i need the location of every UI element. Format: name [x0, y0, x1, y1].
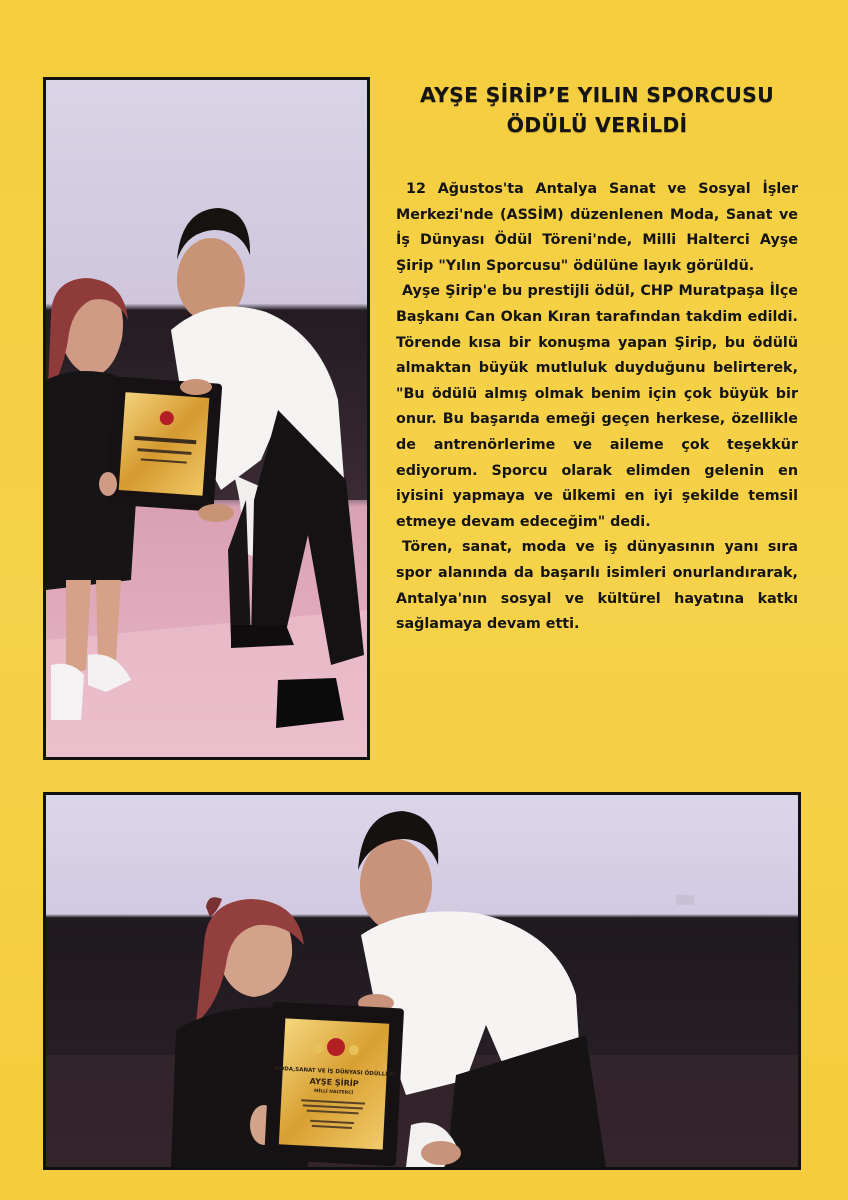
article-paragraph: Tören, sanat, moda ve iş dünyasının yanı sıra spor alanında da başarılı isimleri onurlandırarak, Antalya'nın sosyal ve kültürel hayatına katkı sağlamaya devam etti.	[396, 539, 798, 633]
headline-line-1: AYŞE ŞİRİP’E YILIN SPORCUSU	[420, 83, 774, 107]
plaque-recipient: AYŞE ŞİRİP	[309, 1076, 359, 1089]
article-body	[396, 177, 798, 638]
headline-line-2: ÖDÜLÜ VERİLDİ	[506, 113, 688, 137]
plaque-heading: MODA,SANAT VE İŞ DÜNYASI ÖDÜLLERİ	[273, 1065, 396, 1079]
article-paragraph: 12 Ağustos'ta Antalya Sanat ve Sosyal İşler Merkezi'nde (ASSİM) düzenlenen Moda, Sanat ve İş Dünyası Ödül Töreni'nde, Milli Halterci Ayşe Şirip "Yılın Sporcusu" ödülüne layık görüldü.	[396, 181, 798, 274]
award-photo-top	[43, 77, 370, 760]
award-ceremony-photo-standing	[46, 80, 367, 757]
award-ceremony-photo-closeup	[46, 795, 798, 1167]
plaque-role: MİLLİ HALTERCİ	[313, 1088, 354, 1097]
article-paragraph: Ayşe Şirip'e bu prestijli ödül, CHP Muratpaşa İlçe Başkanı Can Okan Kıran tarafından takdim edildi. Törende kısa bir konuşma yapan Şirip, bu ödülü almaktan büyük mutluluk duyduğunu belirterek, "Bu ödülü almış olmak benim için çok büyük bir onur. Bu başarıda emeği geçen herkese, özellikle de antrenörlerime ve aileme çok teşekkür ediyorum. Sporcu olarak elimden gelenin en iyisini yapmaya ve ülkemi en iyi şekilde temsil etmeye devam edeceğim" dedi.	[396, 283, 798, 530]
article-headline	[392, 80, 802, 140]
award-photo-bottom	[43, 792, 801, 1170]
